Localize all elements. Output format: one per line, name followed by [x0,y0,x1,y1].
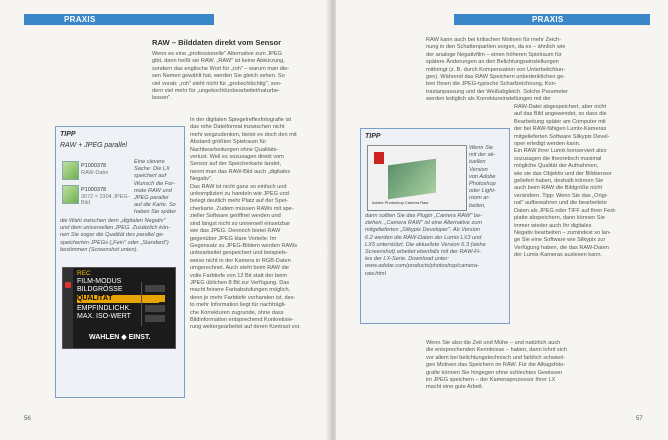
tip-line: und dem universellen JPEG. Zusätzlich kön- [60,225,171,232]
tip-line: beiten, [469,202,486,209]
body-line: sozusagen die theoretisch maximal [514,155,602,162]
body-line: Sensor auf der Speicherkarte landet, [190,161,282,168]
body-line: das rohe Dateiformat inzwischen nicht [190,124,285,131]
body-line: belegt deutlich mehr Platz auf der Spei- [190,198,288,205]
intro-line: lassen". [152,95,172,102]
tip-line: auf die Karte. So [134,202,176,209]
body-line: mehr wegzudenken, bietet es doch den mit [190,131,297,138]
raw-file-name: P1000378 [81,163,107,169]
praxis-band-left: PRAXIS [24,14,214,25]
body-line: Bearbeitung später am Computer mit [514,118,606,125]
camera-menu-screenshot [62,267,176,349]
body-line: umgerechnet. Auch steht beim RAW die [190,265,289,272]
body-line: macht eine gute Arbeit. [426,384,484,391]
body-line: mögliche Qualität der Aufnahmen, [514,163,599,170]
tip-line: Screenshot) arbeitet ebenfalls mit der RAW-Fi- [365,249,481,256]
tip-line: dann sollten Sie das Plugin „Camera RAW" be- [365,213,482,219]
tip-side-text [134,159,182,217]
body-line: der Lumix-Kameras auslesen kann. [514,252,602,259]
body-line: oper erledigt werden kann. [514,141,581,148]
tip-line: nen Sie sogar die Qualität des parallel ge- [60,232,165,239]
camera-menu-row-4: EMPFINDLICHK. [77,305,132,312]
quality-option-4 [145,315,165,322]
camera-menu-row-3-selected: QUALITÄT [77,295,159,303]
praxis-band-right: PRAXIS [454,14,650,25]
tip-line: Wenn Sie [469,145,494,151]
body-line: denn je mehr Farbtiefe vorhanden ist, des- [190,294,296,301]
body-line: cherkarte. Zudem müssen RAWs mit spe- [190,205,294,212]
tip-line: LX5 unterstützt. Die aktuellste Version 6.3 (siehe [365,241,486,248]
tip-line: Sache: Die LX [134,166,170,173]
section-heading: RAW – Bilddaten direkt vom Sensor [152,38,282,47]
tip-line: 6.2 werden die RAW-Daten der Lumix LX3 und [365,234,482,241]
right-top-paragraph [426,37,604,104]
tip-line: www.adobe.com/products/photoshop/camera- [365,263,479,270]
tip-bottom-text-right [365,213,507,278]
body-line: macht feinere Farbabstufungen möglich, [190,287,291,294]
rec-mode-icon [65,282,71,288]
photoshop-about-screenshot [367,145,467,211]
body-line: weise nicht in der Kamera in RGB-Daten [190,257,291,264]
tip-line: room ar- [469,195,491,202]
body-line: auf das Bild angewendet, so dass die [514,111,607,118]
intro-line: gibt, dann heißt sie RAW. „RAW" ist keine Abkürzung, [152,58,285,65]
body-line: geliefert haben, deshalb können Sie [514,178,604,185]
body-line: Abstand größten Spielraum für [190,139,267,146]
quality-option-1 [145,285,165,292]
body-line: zieller Software geöffnet werden und [190,213,281,220]
jpeg-file-label [81,187,133,207]
raw-file-icon [62,161,79,180]
body-line: che Korrekturen zugrunde, ohne dass [190,309,284,316]
body-line: gen Motiven das Speichern im RAW. Für die Alltagsfoto- [426,362,566,369]
body-line: RAW-Datei abgespeichert, aber nicht [514,104,607,110]
body-line: Verfügung haben, die das RAW-Daten [514,244,609,251]
body-line: nal" aufbewahren und die bearbeitete [514,200,607,207]
page-number-left: 56 [24,416,31,422]
body-line: In der digitalen Spiegelreflexfotografie ist [190,117,292,123]
body-line: Nachbearbeitungen ohne Qualitäts- [190,146,279,153]
tip-line: les der LX-Serie. Download unter: [365,256,449,263]
intro-line: sen Namen gewählt hat, werden Sie gleich sehen. So [152,73,285,80]
body-line: gegenüber JPEG klare Vorteile: Im [190,235,277,242]
body-line: nennt man das RAW-Bild auch „digitales [190,168,291,175]
left-page [0,0,330,440]
camera-raw-caption: Adobe Photoshop Camera Raw [372,200,429,205]
body-line: volle Farbtiefe von 12 Bit statt der beim [190,272,288,279]
body-line: werden lediglich als Korrektureinstellungen mit der [426,96,551,103]
quality-option-3 [145,305,165,312]
body-line: platte abspeichern, dann können Sie [514,215,605,222]
intro-line: sondern das englische Wort für „roh" – warum man die- [152,65,290,72]
tip-side-text-right [469,145,509,210]
body-line: Negativ". [190,176,213,183]
tip-line: die Wahl zwischen dem „digitalen Negativ" [60,218,166,224]
camera-menu-row-1: FILM-MODUS [77,278,122,285]
tip-box-camera-raw [360,128,510,324]
body-line: rung weitergearbeitet auf deren Kontrast vor. [190,324,301,331]
adobe-logo-icon [374,152,384,164]
body-line: die entsprechenden Kenntnisse – haben, dann lohnt sich [426,347,567,354]
tip-line: mitgelieferten „Silkypix Developer". Ab Version [365,227,481,234]
body-line: nung in den Schattenpartien sorgen, da es – ähnlich wie [426,44,566,51]
intro-line: dern viel mehr für „ungekocht/unbearbeitet/naturbe- [152,88,280,95]
body-line: der analoge Negativfilm – einen höheren Spielraum für [426,51,562,58]
tip-line: Wunsch die For- [134,180,175,187]
body-line: sind längst nicht so universell einsetzbar [190,220,291,227]
body-line: ben Ihnen die JPEG-typische Scharfzeichnung, Kon- [426,81,557,88]
body-line: wie das JPEG. Dennoch bietet RAW [190,228,281,235]
quality-option-2-selected [145,295,165,302]
tip-title: RAW + JPEG parallel [60,142,127,149]
tip-line: JPEG parallel [134,195,169,202]
body-line: Negativ bearbeiten – zumindest so lan- [514,229,612,236]
body-line: mitbringt (z. B. durch Kompensation von Unterbelichtun- [426,66,565,73]
jpeg-file-meta: 3072 × 2304 JPEG-Bild [81,193,130,206]
body-line: unbearbeitet gespeichert und beispiels- [190,250,288,257]
body-line: wie sie das Objektiv und der Bildsensor [514,170,612,177]
body-line: JPEG üblichen 8 Bit zur Verfügung. Das [190,279,290,286]
body-line: Das RAW ist nicht ganz so einfach und [190,183,287,190]
tip-line: Photoshop [469,181,496,188]
body-line: Daten als JPEG oder TIFF auf Ihrer Fest- [514,207,617,214]
tip-line: bestimmen (Screenshot unten). [60,246,139,253]
tip-line: mate RAW und [134,187,172,194]
raw-file-meta: RAW-Datei [81,169,109,176]
right-bottom-paragraph [426,340,650,392]
tip-bottom-text [60,218,182,254]
body-line: gen). Während das RAW Speichern unbedenklichen ge- [426,74,566,81]
body-line: Ein RAW ihrer Lumix konserviert also [514,148,607,155]
camera-menu-title: REC [77,270,91,277]
page-number-right: 57 [636,416,643,422]
raw-file-label [81,163,108,176]
quality-options-panel [141,282,168,326]
body-line: spätere Änderungen an den Belichtungseinstellungen [426,59,559,66]
body-line: der bei RAW-fähigen Lumix-Kameras [514,126,607,133]
tip-line: raw.html [365,270,386,277]
tip-label: TIPP [60,131,76,138]
body-line: ge Sie eine Software wie Silkypix zur [514,237,606,244]
tip-line: Eine clevere [134,159,165,165]
body-line: Wenn Sie also die Zeit und Mühe – und natürlich auch [426,340,561,346]
body-line: Gegensatz zu JPEG-Bildern werden RAWs [190,242,298,249]
right-page [336,0,668,440]
tip-line: haben Sie später [134,209,177,216]
right-body-column [514,104,648,260]
body-line: auch beim RAW die Bildgröße nicht [514,185,603,192]
left-body-column [190,117,324,332]
jpeg-file-name: P1000378 [81,187,107,193]
body-line: unkompliziert zu handeln wie JPEG und [190,191,289,198]
tip-line: oder Light- [469,188,496,195]
camera-menu-row-2: BILDGRÖSSE [77,286,123,293]
body-line: immer wieder auch Ihr digitales [514,222,592,229]
jpeg-file-icon [62,185,79,204]
body-line: to mehr Information liegt für nachträgli- [190,302,287,309]
intro-line: Wenn es eine „professionelle" Alternative zum JPEG [152,51,282,57]
tip-line: Version [469,166,488,173]
camera-menu-row-5: MAX. ISO-WERT [77,313,131,320]
tip-line: von Adobe [469,173,496,180]
intro-line: viel vorab: „roh" steht nicht für „grobschlächtig", son- [152,80,282,87]
body-line: RAW kann auch bei kritischen Motiven für mehr Zeich- [426,37,562,43]
body-line: grafie können Sie hingegen ohne schlechtes Gewissen [426,369,563,376]
body-line: trastanpassung und der Weißabgleich. Solche Parameter [426,88,568,95]
tip-box-raw-jpeg [55,126,185,398]
body-line: vor allem bei belichtungstechnisch und farblich schwieri- [426,354,566,361]
body-line: mitgelieferten Software Silkypix Devel- [514,133,610,140]
tip-label-right: TIPP [365,133,381,140]
intro-paragraph [152,51,324,103]
body-line: im JPEG speichern – der Kameraprozessor Ihrer LX [426,377,556,384]
body-line: verändern. Tipp: Wenn Sie das „Origi- [514,192,608,199]
tip-line: speichert auf [134,173,167,180]
tip-line: ziehen. „Camera RAW" ist eine Alternative zum [365,220,483,227]
tip-line: tuellen [469,159,486,166]
camera-menu-sidebar [63,268,73,348]
body-line: Bildinformation entsprechend Konkretisie- [190,316,294,323]
tip-line: speicherten JPEGs („Fein" oder „Standard") [60,239,169,246]
camera-menu-footer: WAHLEN ◆ EINST. [89,334,151,341]
camera-raw-graphic [388,159,436,200]
body-line: verlust. Weil es sozusagen direkt vom [190,154,284,161]
tip-line: mit der ak- [469,152,496,159]
